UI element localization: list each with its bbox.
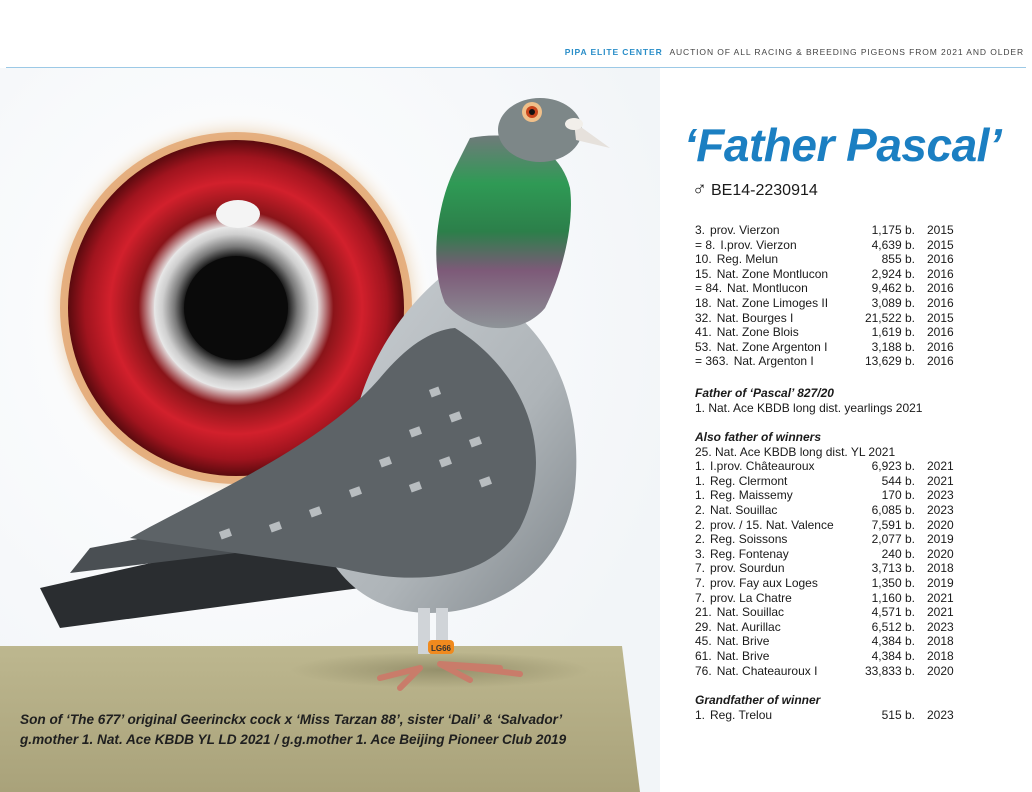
- result-rank: = 84.: [695, 281, 723, 296]
- result-rank: 29.: [695, 619, 712, 634]
- result-race: prov. / 15. Nat. Valence: [710, 517, 834, 532]
- result-birds: 3,713 b.: [871, 561, 915, 576]
- result-row: [695, 267, 957, 282]
- also-father-table: [695, 459, 957, 678]
- result-rank: 1.: [695, 488, 706, 503]
- result-birds: 3,089 b.: [871, 295, 915, 310]
- result-birds: 544 b.: [881, 473, 915, 488]
- leg-ring-text: LG66: [430, 644, 452, 653]
- result-rank: 1.: [695, 473, 706, 488]
- result-year: 2016: [927, 281, 954, 296]
- result-row: [695, 296, 957, 311]
- result-row: [695, 649, 957, 664]
- result-race: Nat. Souillac: [716, 605, 785, 620]
- result-birds: 6,085 b.: [871, 502, 915, 517]
- also-father-section: [695, 430, 957, 678]
- ring-number: [692, 178, 818, 201]
- result-row: [695, 238, 957, 253]
- result-race: Nat. Brive: [716, 634, 770, 649]
- result-year: 2016: [927, 295, 954, 310]
- result-birds: 515 b.: [881, 707, 915, 722]
- result-birds: 1,350 b.: [871, 575, 915, 590]
- result-race: Nat. Souillac: [710, 502, 778, 517]
- caption-line-1: Son of ‘The 677’ original Geerinckx cock x ‘Miss Tarzan 88’, sister ‘Dali’ & ‘Salvador’: [20, 712, 563, 727]
- result-row: [695, 605, 957, 620]
- result-race: Reg. Fontenay: [710, 546, 789, 561]
- result-year: 2023: [927, 707, 954, 722]
- result-race: Nat. Bourges I: [716, 310, 794, 325]
- result-rank: 3.: [695, 546, 706, 561]
- result-row: [695, 576, 957, 591]
- result-year: 2015: [927, 223, 954, 237]
- result-year: 2020: [927, 663, 954, 678]
- result-rank: 2.: [695, 532, 706, 547]
- result-row: [695, 354, 957, 369]
- result-row: [695, 591, 957, 606]
- result-row: [695, 620, 957, 635]
- result-year: 2016: [927, 354, 954, 369]
- result-row: [695, 561, 957, 576]
- result-row: [695, 547, 957, 562]
- result-race: Reg. Trelou: [710, 707, 773, 722]
- pigeon-name: ‘Father Pascal’: [684, 119, 1002, 171]
- result-year: 2016: [927, 339, 954, 354]
- result-birds: 2,924 b.: [871, 266, 915, 281]
- result-rank: 76.: [695, 663, 712, 678]
- result-row: [695, 474, 957, 489]
- result-rank: 2.: [695, 502, 706, 517]
- result-rank: 21.: [695, 605, 712, 620]
- result-birds: 2,077 b.: [871, 532, 915, 547]
- result-year: 2018: [927, 561, 954, 576]
- result-rank: = 363.: [695, 354, 729, 369]
- result-race: Nat. Brive: [716, 648, 770, 663]
- result-year: 2023: [927, 488, 954, 503]
- result-row: [695, 459, 957, 474]
- header-brand: PIPA ELITE CENTER: [564, 47, 663, 57]
- result-birds: 4,384 b.: [871, 634, 915, 649]
- result-birds: 855 b.: [881, 252, 915, 267]
- result-year: 2019: [927, 575, 954, 590]
- grandfather-table: [695, 708, 957, 723]
- result-race: Nat. Zone Limoges II: [716, 295, 829, 310]
- result-rank: 10.: [695, 252, 712, 267]
- result-birds: 4,639 b.: [871, 237, 915, 252]
- result-row: [695, 488, 957, 503]
- result-row: [695, 503, 957, 518]
- result-row: [695, 252, 957, 267]
- result-year: 2021: [927, 605, 954, 620]
- also-father-line: 25. Nat. Ace KBDB long dist. YL 2021: [695, 444, 896, 459]
- result-year: 2018: [927, 648, 954, 663]
- result-rank: 32.: [695, 310, 712, 325]
- result-year: 2021: [927, 590, 954, 605]
- page-header: [565, 47, 1024, 57]
- result-birds: 4,571 b.: [871, 605, 915, 620]
- result-row: [695, 281, 957, 296]
- father-of-title: Father of ‘Pascal’ 827/20: [695, 386, 834, 400]
- result-year: 2016: [927, 266, 954, 281]
- result-race: Nat. Zone Montlucon: [716, 266, 829, 281]
- result-race: prov. La Chatre: [710, 590, 792, 605]
- father-of-section: [695, 386, 957, 415]
- result-rank: 2.: [695, 517, 706, 532]
- result-race: Nat. Zone Argenton I: [716, 339, 828, 354]
- result-race: Reg. Soissons: [710, 532, 788, 547]
- grandfather-section: [695, 693, 957, 722]
- result-year: 2023: [927, 502, 954, 517]
- result-birds: 33,833 b.: [864, 663, 915, 678]
- result-row: [695, 311, 957, 326]
- result-rank: 3.: [695, 223, 706, 237]
- result-rank: 1.: [695, 459, 706, 474]
- male-symbol-icon: ♂: [692, 178, 707, 200]
- father-of-line: 1. Nat. Ace KBDB long dist. yearlings 2021: [695, 400, 923, 415]
- result-birds: 1,160 b.: [871, 590, 915, 605]
- result-race: I.prov. Châteauroux: [710, 459, 815, 474]
- pedigree-caption: [20, 710, 566, 750]
- result-birds: 3,188 b.: [871, 339, 915, 354]
- result-year: 2016: [927, 252, 954, 267]
- result-race: Nat. Montlucon: [727, 281, 808, 296]
- result-rank: 41.: [695, 325, 712, 340]
- result-row: [695, 708, 957, 723]
- result-year: 2020: [927, 546, 954, 561]
- result-row: [695, 532, 957, 547]
- result-row: [695, 223, 957, 238]
- result-year: 2016: [927, 325, 954, 340]
- result-birds: 6,923 b.: [871, 459, 915, 474]
- result-birds: 21,522 b.: [864, 310, 915, 325]
- result-row: [695, 518, 957, 533]
- result-year: 2018: [927, 634, 954, 649]
- result-row: [695, 634, 957, 649]
- result-year: 2019: [927, 532, 954, 547]
- result-rank: 1.: [695, 707, 706, 722]
- pigeon-photo: [0, 68, 660, 792]
- result-rank: 53.: [695, 339, 712, 354]
- result-race: Reg. Clermont: [710, 473, 788, 488]
- result-row: [695, 340, 957, 355]
- result-rank: 7.: [695, 575, 706, 590]
- result-race: prov. Fay aux Loges: [710, 575, 818, 590]
- result-birds: 9,462 b.: [871, 281, 915, 296]
- result-birds: 240 b.: [881, 546, 915, 561]
- result-race: I.prov. Vierzon: [720, 237, 797, 252]
- result-birds: 13,629 b.: [864, 354, 915, 369]
- result-race: prov. Vierzon: [710, 223, 780, 237]
- result-race: Nat. Argenton I: [733, 354, 814, 369]
- result-birds: 7,591 b.: [871, 517, 915, 532]
- result-birds: 4,384 b.: [871, 648, 915, 663]
- result-birds: 170 b.: [881, 488, 915, 503]
- result-rank: 7.: [695, 561, 706, 576]
- result-year: 2021: [927, 473, 954, 488]
- caption-line-2: g.mother 1. Nat. Ace KBDB YL LD 2021 / g.g.mother 1. Ace Beijing Pioneer Club 2019: [20, 732, 567, 747]
- result-birds: 6,512 b.: [871, 619, 915, 634]
- results-table: [695, 223, 957, 369]
- result-rank: 61.: [695, 648, 712, 663]
- result-race: Nat. Zone Blois: [716, 325, 799, 340]
- result-race: Reg. Melun: [716, 252, 779, 267]
- result-row: [695, 325, 957, 340]
- result-rank: 45.: [695, 634, 712, 649]
- result-rank: = 8.: [695, 237, 716, 252]
- result-rank: 7.: [695, 590, 706, 605]
- result-year: 2015: [927, 237, 954, 252]
- ring-number-text: BE14-2230914: [711, 182, 818, 199]
- result-year: 2021: [927, 459, 954, 474]
- result-race: prov. Sourdun: [710, 561, 785, 576]
- result-rank: 15.: [695, 266, 712, 281]
- also-father-title: Also father of winners: [695, 430, 822, 444]
- header-tagline: AUCTION OF ALL RACING & BREEDING PIGEONS FROM 2021 AND OLDER: [669, 47, 1024, 57]
- grandfather-title: Grandfather of winner: [695, 693, 821, 707]
- result-race: Nat. Chateauroux I: [716, 663, 818, 678]
- result-race: Nat. Aurillac: [716, 619, 781, 634]
- result-rank: 18.: [695, 295, 712, 310]
- result-row: [695, 664, 957, 679]
- result-year: 2015: [927, 310, 954, 325]
- result-year: 2020: [927, 517, 954, 532]
- result-race: Reg. Maissemy: [710, 488, 793, 503]
- result-birds: 1,619 b.: [871, 325, 915, 340]
- result-year: 2023: [927, 619, 954, 634]
- result-birds: 1,175 b.: [871, 223, 915, 237]
